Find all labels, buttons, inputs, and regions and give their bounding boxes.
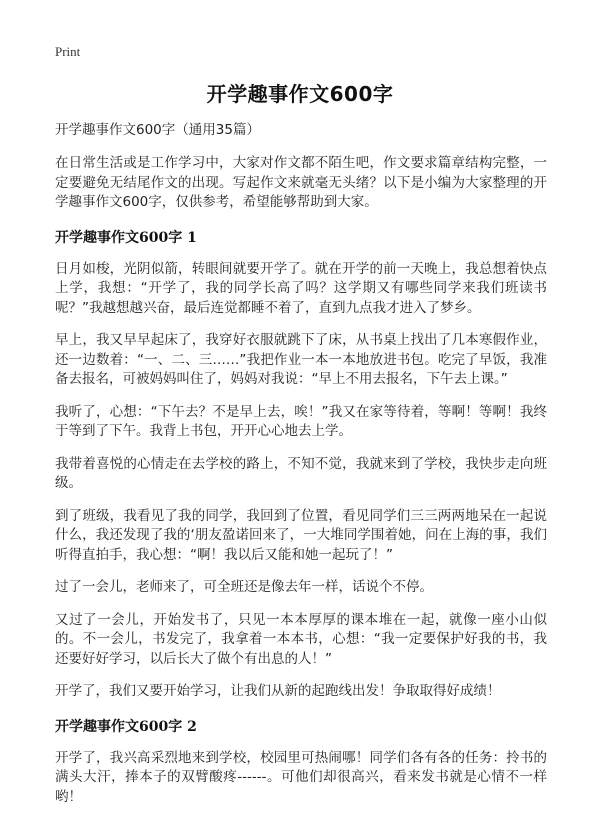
print-link[interactable]: Print bbox=[55, 44, 81, 59]
paragraph: 开学了，我兴高采烈地来到学校，校园里可热闹哪！同学们各有各的任务：拎书的满头大汗，捧本子的双臂酸疼------。可他们却很高兴，看来发书就是心情不一样哟！ bbox=[55, 749, 547, 805]
paragraph: 过了一会儿，老师来了，可全班还是像去年一样，话说个不停。 bbox=[55, 579, 433, 595]
paragraph: 又过了一会儿，开始发书了，只见一本本厚厚的课本堆在一起，就像一座小山似的。不一会儿，书发完了，我拿着一本本书，心想：“我一定要保护好我的书，我还要好好学习，以后长大了做个有出息的人！” bbox=[55, 611, 547, 667]
article-subtitle: 开学趣事作文600字（通用35篇） bbox=[55, 122, 260, 138]
article-body bbox=[55, 120, 547, 820]
section-heading-1: 开学趣事作文600字 1 bbox=[55, 229, 197, 246]
paragraph: 开学了，我们又要开始学习，让我们从新的起跑线出发！争取取得好成绩！ bbox=[55, 683, 501, 699]
paragraph: 我听了，心想：“下午去？不是早上去，唉！”我又在家等待着，等啊！等啊！我终于等到了下午。我背上书包，开开心心地去上学。 bbox=[55, 403, 547, 439]
paragraph: 日月如梭，光阴似箭，转眼间就要开学了。就在开学的前一天晚上，我总想着快点上学，我想：“开学了，我的同学长高了吗？这学期又有哪些同学来我们班读书呢？”我越想越兴奋，最后连觉都睡不着了，直到九点我才进入了梦乡。 bbox=[55, 260, 547, 316]
section-heading-2: 开学趣事作文600字 2 bbox=[55, 718, 197, 735]
paragraph: 到了班级，我看见了我的同学，我回到了位置，看见同学们三三两两地呆在一起说什么，我还发现了我的‘朋友盈诺回来了，一大堆同学围着她，问在上海的事，我们听得直拍手，我心想：“啊！我以后又能和她一起玩了！” bbox=[55, 507, 547, 563]
intro-paragraph: 在日常生活或是工作学习中，大家对作文都不陌生吧，作文要求篇章结构完整，一定要避免无结尾作文的出现。写起作文来就毫无头绪？以下是小编为大家整理的开学趣事作文600字，仅供参考，希望能够帮助到大家。 bbox=[55, 155, 547, 210]
paragraph: 我带着喜悦的心情走在去学校的路上，不知不觉，我就来到了学校，我快步走向班级。 bbox=[55, 455, 547, 491]
page-title: 开学趣事作文600字 bbox=[206, 82, 394, 106]
paragraph: 早上，我又早早起床了，我穿好衣服就跳下了床，从书桌上找出了几本寒假作业，还一边数着：“一、二、三……”我把作业一本一本地放进书包。吃完了早饭，我准备去报名，可被妈妈叫住了，妈妈对我说：“早上不用去报名，下午去上课。” bbox=[55, 332, 547, 387]
